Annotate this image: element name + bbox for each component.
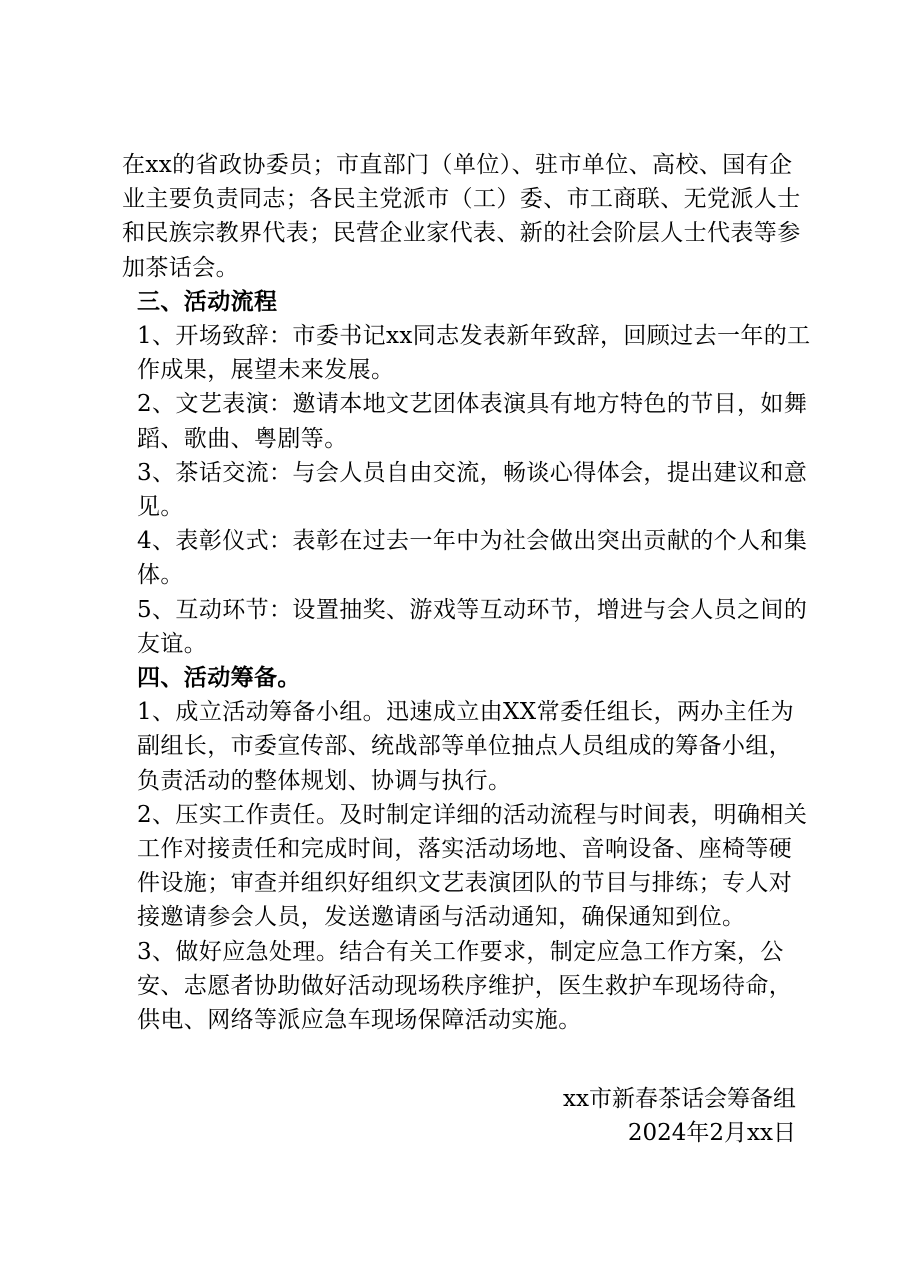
signature-block bbox=[563, 1082, 796, 1150]
intro-paragraph: 在xx的省政协委员；市直部门（单位）、驻市单位、高校、国有企业主要负责同志；各民主党派市（工）委、市工商联、无党派人士和民族宗教界代表；民营企业家代表、新的社会阶层人士代表等参加茶话会。 bbox=[122, 152, 801, 281]
list-item: 4、表彰仪式：表彰在过去一年中为社会做出突出贡献的个人和集体。 bbox=[137, 528, 808, 589]
list-item: 3、做好应急处理。结合有关工作要求，制定应急工作方案，公安、志愿者协助做好活动现场秩序维护，医生救护车现场待命，供电、网络等派应急车现场保障活动实施。 bbox=[137, 938, 793, 1034]
list-item: 3、茶话交流：与会人员自由交流，畅谈心得体会，提出建议和意见。 bbox=[137, 459, 808, 521]
list-item: 2、压实工作责任。及时制定详细的活动流程与时间表，明确相关工作对接责任和完成时间，落实活动场地、音响设备、座椅等硬件设施；审查并组织好组织文艺表演团队的节目与排练；专人对接邀请参会人员，发送邀请函与活动通知，确保通知到位。 bbox=[137, 801, 808, 931]
section-heading-process: 三、活动流程 bbox=[137, 288, 278, 315]
list-item: 1、开场致辞：市委书记xx同志发表新年致辞，回顾过去一年的工作成果，展望未来发展。 bbox=[137, 323, 811, 384]
signature-date: 2024年2月xx日 bbox=[627, 1120, 796, 1146]
list-item: 1、成立活动筹备小组。迅速成立由XX常委任组长，两办主任为副组长，市委宣传部、统战部等单位抽点人员组成的筹备小组，负责活动的整体规划、协调与执行。 bbox=[137, 699, 794, 794]
document-body bbox=[122, 148, 812, 1037]
list-item: 2、文艺表演：邀请本地文艺团体表演具有地方特色的节目，如舞蹈、歌曲、粤剧等。 bbox=[137, 391, 808, 452]
list-item: 5、互动环节：设置抽奖、游戏等互动环节，增进与会人员之间的友谊。 bbox=[137, 596, 808, 657]
section-heading-preparation: 四、活动筹备。 bbox=[137, 665, 301, 692]
signature-org: xx市新春茶话会筹备组 bbox=[563, 1086, 796, 1112]
